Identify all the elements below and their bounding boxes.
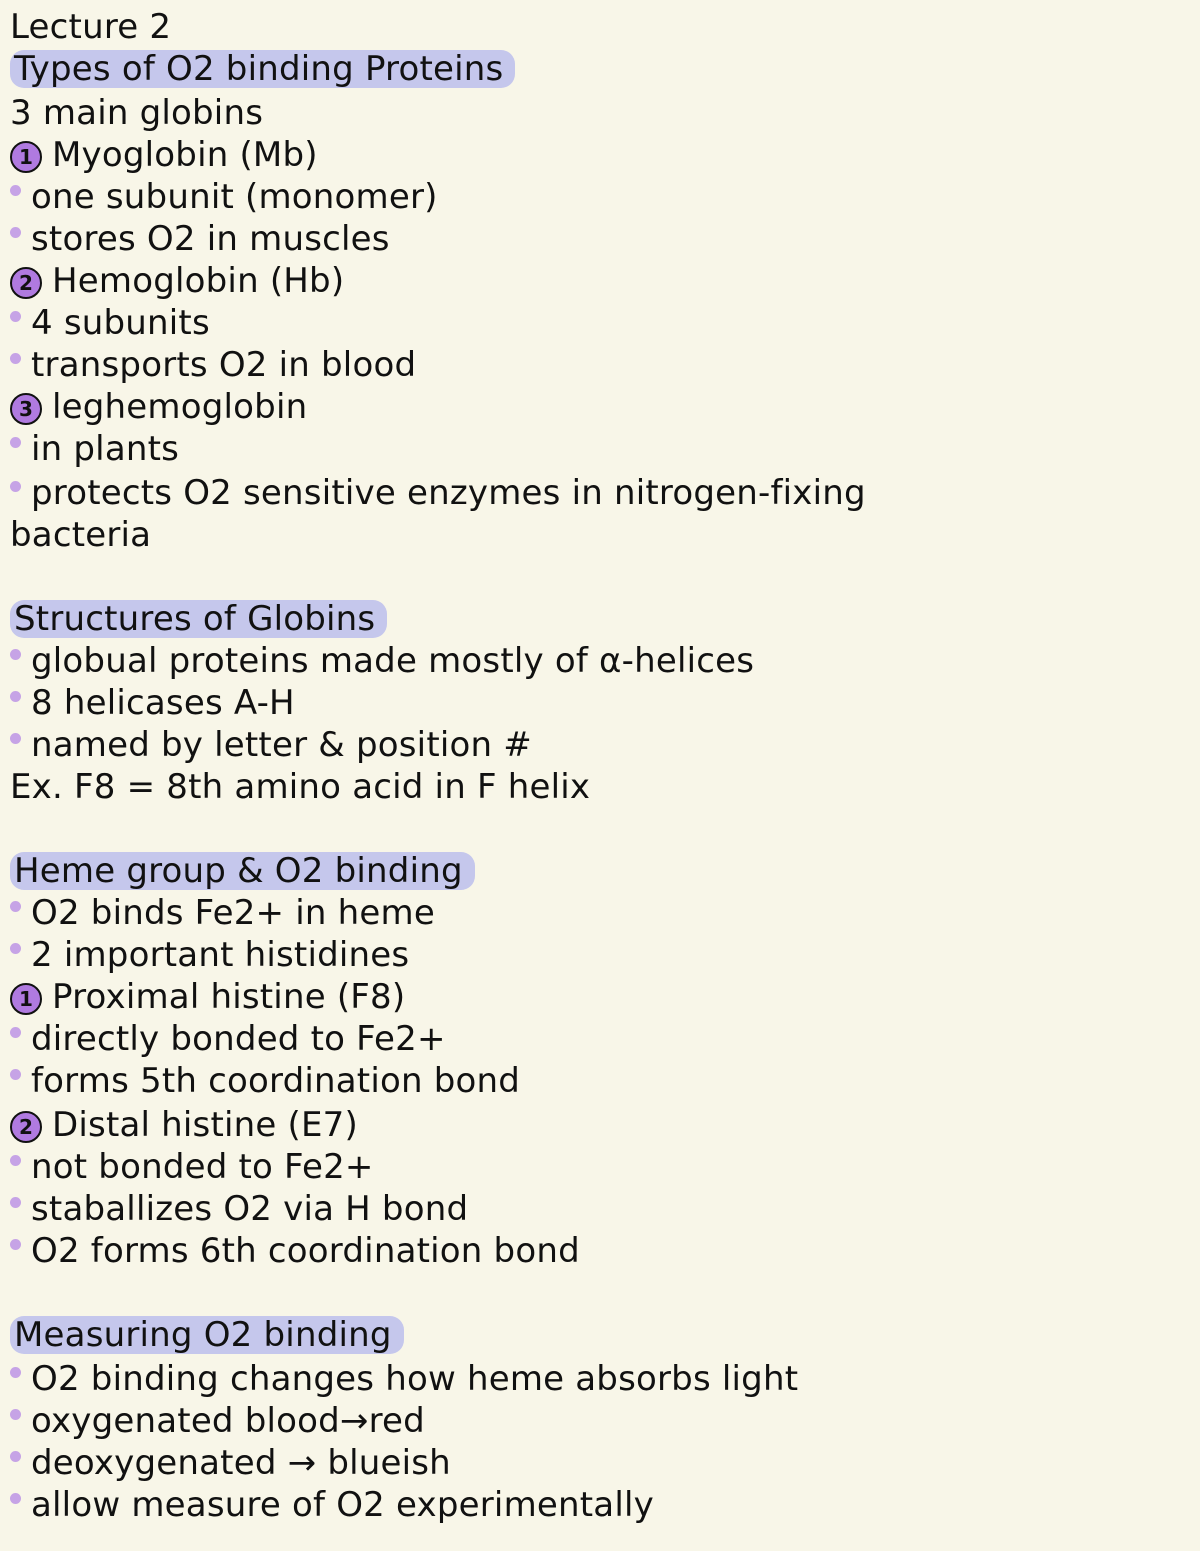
note-text: named by letter & position # <box>31 725 532 765</box>
heading-highlight: Structures of Globins <box>10 600 387 638</box>
bullet-dot <box>10 1239 21 1250</box>
bullet-dot <box>10 353 21 364</box>
note-text: Hemoglobin (Hb) <box>52 261 345 301</box>
note-text: 8 helicases A-H <box>31 683 295 723</box>
note-text: Myoglobin (Mb) <box>52 135 318 175</box>
bullet-line <box>10 1060 520 1102</box>
number-marker: 2 <box>10 267 42 299</box>
bullet-dot <box>10 185 21 196</box>
bullet-dot <box>10 691 21 702</box>
note-text: not bonded to Fe2+ <box>31 1147 374 1187</box>
bullet-line <box>10 1146 374 1188</box>
section-heading <box>10 598 387 640</box>
note-text: forms 5th coordination bond <box>31 1061 521 1101</box>
bullet-dot <box>10 437 21 448</box>
bullet-line <box>10 1442 451 1484</box>
bullet-dot <box>10 901 21 912</box>
bullet-line <box>10 682 295 724</box>
bullet-dot <box>10 1069 21 1080</box>
note-line: Ex. F8 = 8th amino acid in F helix <box>10 767 591 807</box>
numbered-line <box>10 386 307 428</box>
heading-highlight: Measuring O2 binding <box>10 1316 404 1354</box>
bullet-dot <box>10 1493 21 1504</box>
bullet-line <box>10 1358 798 1400</box>
bullet-dot <box>10 311 21 322</box>
section-heading <box>10 850 475 892</box>
number-marker: 1 <box>10 983 42 1015</box>
note-text: O2 binding changes how heme absorbs light <box>31 1359 799 1399</box>
note-text: allow measure of O2 experimentally <box>31 1485 654 1525</box>
note-text: directly bonded to Fe2+ <box>31 1019 446 1059</box>
bullet-line <box>10 218 390 260</box>
bullet-line <box>10 176 438 218</box>
numbered-line <box>10 1104 358 1146</box>
bullet-line <box>10 1484 654 1526</box>
bullet-line <box>10 640 754 682</box>
bullet-dot <box>10 733 21 744</box>
bullet-line <box>10 1230 580 1272</box>
bullet-dot <box>10 649 21 660</box>
bullet-line <box>10 344 416 386</box>
bullet-line <box>10 302 210 344</box>
note-text: Distal histine (E7) <box>52 1105 358 1145</box>
bullet-dot <box>10 481 21 492</box>
note-line: 3 main globins <box>10 93 264 133</box>
number-marker: 3 <box>10 393 42 425</box>
bullet-dot <box>10 1027 21 1038</box>
heading-highlight: Types of O2 binding Proteins <box>10 50 515 88</box>
bullet-line <box>10 472 866 514</box>
section-heading <box>10 1314 404 1356</box>
bullet-dot <box>10 1367 21 1378</box>
heading-highlight: Heme group & O2 binding <box>10 852 475 890</box>
bullet-line <box>10 428 179 470</box>
bullet-dot <box>10 1155 21 1166</box>
note-text: deoxygenated → blueish <box>31 1443 451 1483</box>
note-text: staballizes O2 via H bond <box>31 1189 469 1229</box>
bullet-dot <box>10 1197 21 1208</box>
note-text: stores O2 in muscles <box>31 219 390 259</box>
bullet-dot <box>10 227 21 238</box>
note-text: globual proteins made mostly of α-helices <box>31 641 755 681</box>
note-text: oxygenated blood→red <box>31 1401 425 1441</box>
bullet-line <box>10 1188 468 1230</box>
section-heading <box>10 48 515 90</box>
number-marker: 2 <box>10 1111 42 1143</box>
bullet-dot <box>10 1451 21 1462</box>
note-text: O2 forms 6th coordination bond <box>31 1231 580 1271</box>
numbered-line <box>10 260 344 302</box>
note-text: protects O2 sensitive enzymes in nitrogen-fixing <box>31 473 866 513</box>
bullet-line <box>10 934 409 976</box>
bullet-dot <box>10 943 21 954</box>
bullet-line <box>10 724 532 766</box>
numbered-line <box>10 134 318 176</box>
note-text: 4 subunits <box>31 303 210 343</box>
note-text: Proximal histine (F8) <box>52 977 406 1017</box>
note-text: in plants <box>31 429 180 469</box>
bullet-dot <box>10 1409 21 1420</box>
bullet-line <box>10 1018 446 1060</box>
bullet-line <box>10 1400 425 1442</box>
note-text: one subunit (monomer) <box>31 177 438 217</box>
note-text: O2 binds Fe2+ in heme <box>31 893 435 933</box>
note-text: 2 important histidines <box>31 935 410 975</box>
number-marker: 1 <box>10 141 42 173</box>
note-text: transports O2 in blood <box>31 345 417 385</box>
numbered-line <box>10 976 405 1018</box>
note-line: bacteria <box>10 515 152 555</box>
bullet-line <box>10 892 435 934</box>
note-text: leghemoglobin <box>52 387 308 427</box>
lecture-title: Lecture 2 <box>10 7 172 47</box>
